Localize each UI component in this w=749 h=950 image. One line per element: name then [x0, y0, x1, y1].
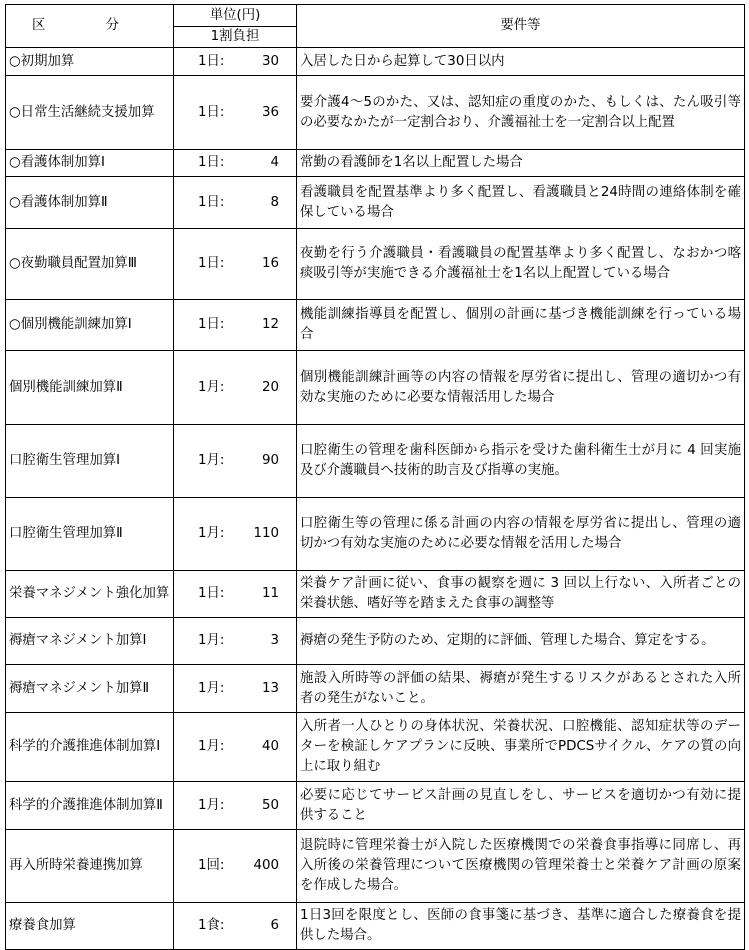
row-name: 栄養マネジメント強化加算	[6, 571, 174, 618]
row-per: 1月:	[198, 739, 225, 754]
row-per: 1月:	[198, 633, 225, 648]
row-per: 1月:	[198, 680, 225, 696]
row-name: ○看護体制加算Ⅱ	[6, 177, 174, 229]
table-row	[6, 150, 745, 177]
fee-table	[5, 4, 745, 950]
table-row	[6, 830, 745, 903]
table-row	[6, 665, 745, 713]
row-per: 1月:	[198, 797, 225, 813]
row-name: ○看護体制加算Ⅰ	[6, 150, 174, 177]
row-amount: 36	[261, 104, 279, 120]
row-name: 科学的介護推進体制加算Ⅰ	[6, 713, 174, 782]
row-name: ○初期加算	[6, 48, 174, 76]
row-per: 1日:	[198, 586, 225, 601]
row-requirement: 夜勤を行う介護職員・看護職員の配置基準より多く配置し、なおかつ喀痰吸引等が実施できる介護福祉士を1名以上配置している場合	[297, 229, 745, 300]
header-unit: 単位(円)	[174, 5, 297, 27]
row-per: 1食:	[198, 918, 225, 933]
row-amount: 40	[261, 739, 279, 754]
row-amount: 30	[261, 53, 279, 69]
row-requirement: 機能訓練指導員を配置し、個別の計画に基づき機能訓練を行っている場合	[297, 300, 745, 351]
row-requirement: 1日3回を限度とし、医師の食事箋に基づき、基準に適合した療養食を提供した場合。	[297, 903, 745, 950]
row-unit	[174, 48, 297, 76]
row-name: 個別機能訓練加算Ⅱ	[6, 351, 174, 425]
row-unit	[174, 498, 297, 571]
table-row	[6, 177, 745, 229]
row-amount: 12	[261, 317, 279, 332]
row-requirement: 口腔衛生の管理を歯科医師から指示を受けた歯科衛生士が月に 4 回実施及び介護職員へ技術的助言及び指導の実施。	[297, 425, 745, 498]
row-amount: 110	[253, 526, 279, 541]
table-row	[6, 782, 745, 830]
row-amount: 4	[270, 155, 279, 170]
row-requirement: 常勤の看護師を1名以上配置した場合	[297, 150, 745, 177]
row-per: 1月:	[198, 379, 225, 395]
row-unit	[174, 177, 297, 229]
table-row	[6, 425, 745, 498]
header-requirements: 要件等	[297, 5, 745, 48]
row-per: 1日:	[198, 155, 225, 170]
row-per: 1日:	[198, 53, 225, 69]
row-per: 1日:	[198, 256, 225, 271]
row-amount: 50	[261, 797, 279, 813]
row-amount: 6	[270, 918, 279, 933]
table-row	[6, 48, 745, 76]
row-requirement: 退院時に管理栄養士が入院した医療機関での栄養食事指導に同席し、再入所後の栄養管理について医療機関の管理栄養士と栄養ケア計画の原案を作成した場合。	[297, 830, 745, 903]
row-requirement: 入所者一人ひとりの身体状況、栄養状況、口腔機能、認知症状等のデーターを検証しケアプランに反映、事業所でPDCSサイクル、ケアの質の向上に取り組む	[297, 713, 745, 782]
header-unit-sub: 1割負担	[174, 27, 297, 48]
row-requirement: 必要に応じてサービス計画の見直しをし、サービスを適切かつ有効に提供すること	[297, 782, 745, 830]
row-unit	[174, 571, 297, 618]
header-row	[6, 5, 745, 27]
table-row	[6, 229, 745, 300]
row-amount: 11	[261, 586, 279, 601]
table-row	[6, 76, 745, 150]
row-requirement: 要介護4～5のかた、又は、認知症の重度のかた、もしくは、たん吸引等の必要なかたが一定割合おり、介護福祉士を一定割合以上配置	[297, 76, 745, 150]
row-requirement: 個別機能訓練計画等の内容の情報を厚労省に提出し、管理の適切かつ有効な実施のために必要な情報活用した場合	[297, 351, 745, 425]
table-row	[6, 713, 745, 782]
table-row	[6, 351, 745, 425]
row-name: 科学的介護推進体制加算Ⅱ	[6, 782, 174, 830]
row-name: 褥瘡マネジメント加算Ⅰ	[6, 618, 174, 665]
row-amount: 90	[261, 453, 279, 468]
row-name: 褥瘡マネジメント加算Ⅱ	[6, 665, 174, 713]
row-unit	[174, 830, 297, 903]
row-unit	[174, 713, 297, 782]
row-unit	[174, 903, 297, 950]
row-amount: 3	[270, 633, 279, 648]
row-per: 1月:	[198, 526, 225, 541]
header-category: 区 分	[6, 5, 174, 48]
row-name: ○日常生活継続支援加算	[6, 76, 174, 150]
table-row	[6, 903, 745, 950]
row-per: 1回:	[198, 858, 225, 873]
row-amount: 8	[270, 194, 279, 210]
row-requirement: 看護職員を配置基準より多く配置し、看護職員と24時間の連絡体制を確保している場合	[297, 177, 745, 229]
row-unit	[174, 351, 297, 425]
table-row	[6, 498, 745, 571]
row-requirement: 口腔衛生等の管理に係る計画の内容の情報を厚労省に提出し、管理の適切かつ有効な実施のために必要な情報を活用した場合	[297, 498, 745, 571]
row-per: 1日:	[198, 194, 225, 210]
row-amount: 16	[261, 256, 279, 271]
table-row	[6, 300, 745, 351]
table-row	[6, 618, 745, 665]
row-unit	[174, 300, 297, 351]
row-name: 口腔衛生管理加算Ⅱ	[6, 498, 174, 571]
row-name: 口腔衛生管理加算Ⅰ	[6, 425, 174, 498]
row-amount: 13	[261, 680, 279, 696]
row-unit	[174, 76, 297, 150]
row-per: 1日:	[198, 104, 225, 120]
row-requirement: 栄養ケア計画に従い、食事の観察を週に 3 回以上行ない、入所者ごとの栄養状態、嗜好等を踏まえた食事の調整等	[297, 571, 745, 618]
row-name: 再入所時栄養連携加算	[6, 830, 174, 903]
row-per: 1月:	[198, 453, 225, 468]
row-name: ○夜勤職員配置加算Ⅲ	[6, 229, 174, 300]
row-name: ○個別機能訓練加算Ⅰ	[6, 300, 174, 351]
row-requirement: 入居した日から起算して30日以内	[297, 48, 745, 76]
row-per: 1日:	[198, 317, 225, 332]
row-unit	[174, 618, 297, 665]
row-unit	[174, 425, 297, 498]
row-requirement: 褥瘡の発生予防のため、定期的に評価、管理した場合、算定をする。	[297, 618, 745, 665]
row-name: 療養食加算	[6, 903, 174, 950]
row-requirement: 施設入所時等の評価の結果、褥瘡が発生するリスクがあるとされた入所者の発生がないこと。	[297, 665, 745, 713]
row-amount: 20	[261, 379, 279, 395]
row-unit	[174, 782, 297, 830]
row-unit	[174, 229, 297, 300]
row-unit	[174, 150, 297, 177]
row-amount: 400	[253, 858, 279, 873]
row-unit	[174, 665, 297, 713]
table-row	[6, 571, 745, 618]
